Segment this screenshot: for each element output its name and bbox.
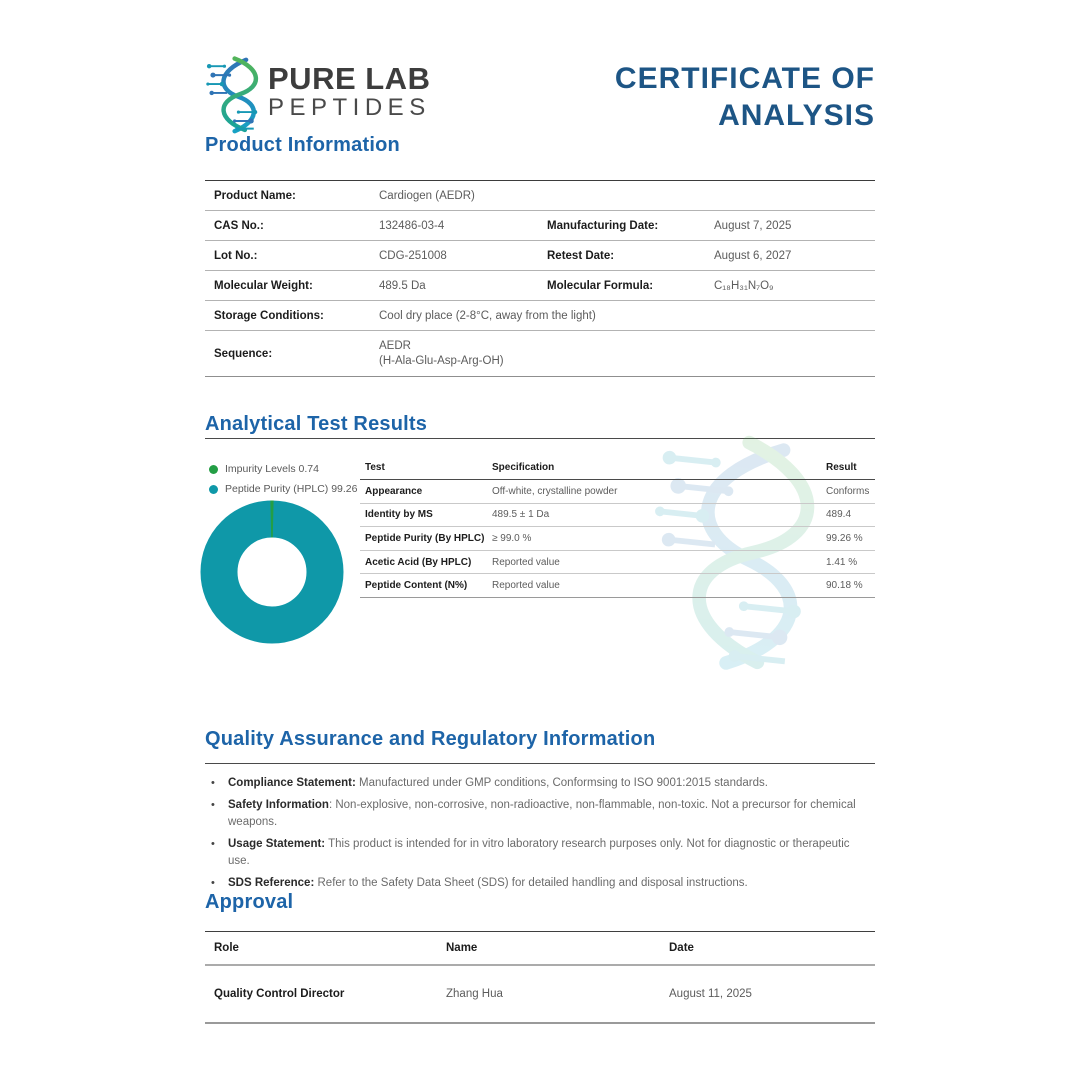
test-result: Conforms: [826, 485, 870, 497]
test-spec: Reported value: [492, 580, 560, 592]
qa-statement-label: Safety Information: [228, 798, 329, 811]
qa-bullet-list: [205, 775, 873, 896]
field-label: Product Name:: [214, 189, 296, 202]
table-row: [205, 271, 875, 301]
qa-statement-text: Refer to the Safety Data Sheet (SDS) for detailed handling and disposal instructions.: [314, 876, 748, 889]
qa-heading: Quality Assurance and Regulatory Information: [205, 728, 656, 750]
column-header: Name: [446, 942, 478, 954]
field-value: CDG-251008: [379, 249, 447, 262]
test-name: Peptide Content (N%): [365, 580, 468, 592]
legend-label: Impurity Levels 0.74: [225, 463, 319, 475]
list-item: [205, 797, 873, 832]
field-value: [379, 339, 875, 369]
qa-statement: [228, 875, 748, 893]
qa-statement: [228, 797, 873, 832]
column-header: Specification: [492, 461, 555, 473]
test-result: 1.41 %: [826, 556, 858, 568]
table-row: [205, 301, 875, 331]
bullet-icon: •: [211, 777, 215, 789]
field-value: August 6, 2027: [714, 249, 792, 262]
table-row: [205, 241, 875, 271]
table-row: [360, 480, 875, 504]
bullet-icon: •: [211, 837, 215, 850]
list-item: [205, 875, 873, 893]
chart-legend: [209, 459, 357, 499]
brand-logo: [205, 56, 431, 135]
qa-statement-label: SDS Reference:: [228, 876, 315, 889]
test-spec: 489.5 ± 1 Da: [492, 509, 550, 521]
legend-label: Peptide Purity (HPLC) 99.26: [225, 483, 358, 495]
test-name: Acetic Acid (By HPLC): [365, 556, 472, 568]
brand-name-line2: PEPTIDES: [268, 94, 431, 121]
table-row: [205, 966, 875, 1022]
sequence-line1: AEDR: [379, 339, 411, 352]
approver-name: Zhang Hua: [446, 988, 503, 1000]
divider: [205, 763, 875, 764]
brand-name-line1: PURE LAB: [268, 61, 431, 96]
field-value: 489.5 Da: [379, 279, 426, 292]
table-row: [360, 527, 875, 551]
field-value: Cool dry place (2-8°C, away from the light): [379, 309, 596, 322]
legend-item: [209, 459, 357, 479]
test-result: 489.4: [826, 509, 852, 521]
test-name: Peptide Purity (By HPLC): [365, 532, 485, 544]
legend-dot: [209, 485, 218, 494]
product-info-table: [205, 180, 875, 377]
document-title: [455, 60, 875, 134]
legend-dot: [209, 465, 218, 474]
field-value: C₁₈H₃₁N₇O₉: [714, 279, 774, 292]
table-row: [205, 331, 875, 376]
table-row: [360, 574, 875, 598]
field-value: 132486-03-4: [379, 219, 445, 232]
bullet-icon: •: [211, 876, 215, 889]
table-row: [205, 211, 875, 241]
product-info-heading: Product Information: [205, 134, 400, 156]
field-label: Storage Conditions:: [214, 309, 324, 322]
approval-date: August 11, 2025: [669, 988, 752, 1000]
table-header-row: [360, 455, 875, 480]
test-result: 99.26 %: [826, 532, 863, 544]
table-row: [205, 181, 875, 211]
field-label: Molecular Weight:: [214, 279, 313, 292]
field-value: Cardiogen (AEDR): [379, 189, 475, 202]
table-header-row: [205, 932, 875, 966]
test-spec: Reported value: [492, 556, 560, 568]
qa-statement: [228, 836, 873, 871]
test-spec: Off-white, crystalline powder: [492, 485, 618, 497]
qa-statement-text: Manufactured under GMP conditions, Conformsing to ISO 9001:2015 standards.: [355, 777, 768, 789]
list-item: [205, 775, 873, 793]
purity-donut-chart: [200, 500, 344, 644]
test-spec: ≥ 99.0 %: [492, 532, 532, 544]
field-label: Molecular Formula:: [547, 279, 654, 292]
legend-item: [209, 479, 357, 499]
list-item: [205, 836, 873, 871]
field-value: August 7, 2025: [714, 219, 792, 232]
column-header: Test: [365, 461, 385, 473]
analytical-heading: Analytical Test Results: [205, 413, 428, 435]
document-title-line1: CERTIFICATE OF: [614, 62, 875, 95]
qa-statement: [228, 775, 768, 793]
dna-helix-icon: [205, 56, 263, 135]
analytical-table: [360, 455, 875, 598]
approver-role: Quality Control Director: [214, 988, 345, 1000]
bullet-icon: •: [211, 798, 215, 811]
sequence-line2: (H-Ala-Glu-Asp-Arg-OH): [379, 354, 504, 367]
test-result: 90.18 %: [826, 580, 863, 592]
field-label: Lot No.:: [214, 249, 258, 262]
approval-table: [205, 931, 875, 1024]
column-header: Result: [826, 461, 857, 473]
qa-statement-label: Usage Statement:: [228, 837, 326, 850]
field-label: CAS No.:: [214, 219, 264, 232]
document-title-line2: ANALYSIS: [718, 99, 875, 132]
field-label: Manufacturing Date:: [547, 219, 659, 232]
qa-statement-text: : Non-explosive, non-corrosive, non-radioactive, non-flammable, non-toxic. Not a precursor for chemical weapons.: [228, 798, 856, 828]
field-label: Retest Date:: [547, 249, 615, 262]
table-row: [360, 551, 875, 575]
field-label: Sequence:: [214, 347, 273, 360]
approval-heading: Approval: [205, 891, 294, 913]
column-header: Date: [669, 942, 694, 954]
test-name: Appearance: [365, 485, 423, 497]
qa-statement-text: This product is intended for in vitro laboratory research purposes only. Not for diagnostic or therapeutic use.: [228, 837, 850, 867]
column-header: Role: [214, 942, 239, 954]
table-row: [360, 504, 875, 528]
test-name: Identity by MS: [365, 509, 433, 521]
brand-name: [268, 56, 431, 122]
qa-statement-label: Compliance Statement:: [228, 777, 356, 789]
